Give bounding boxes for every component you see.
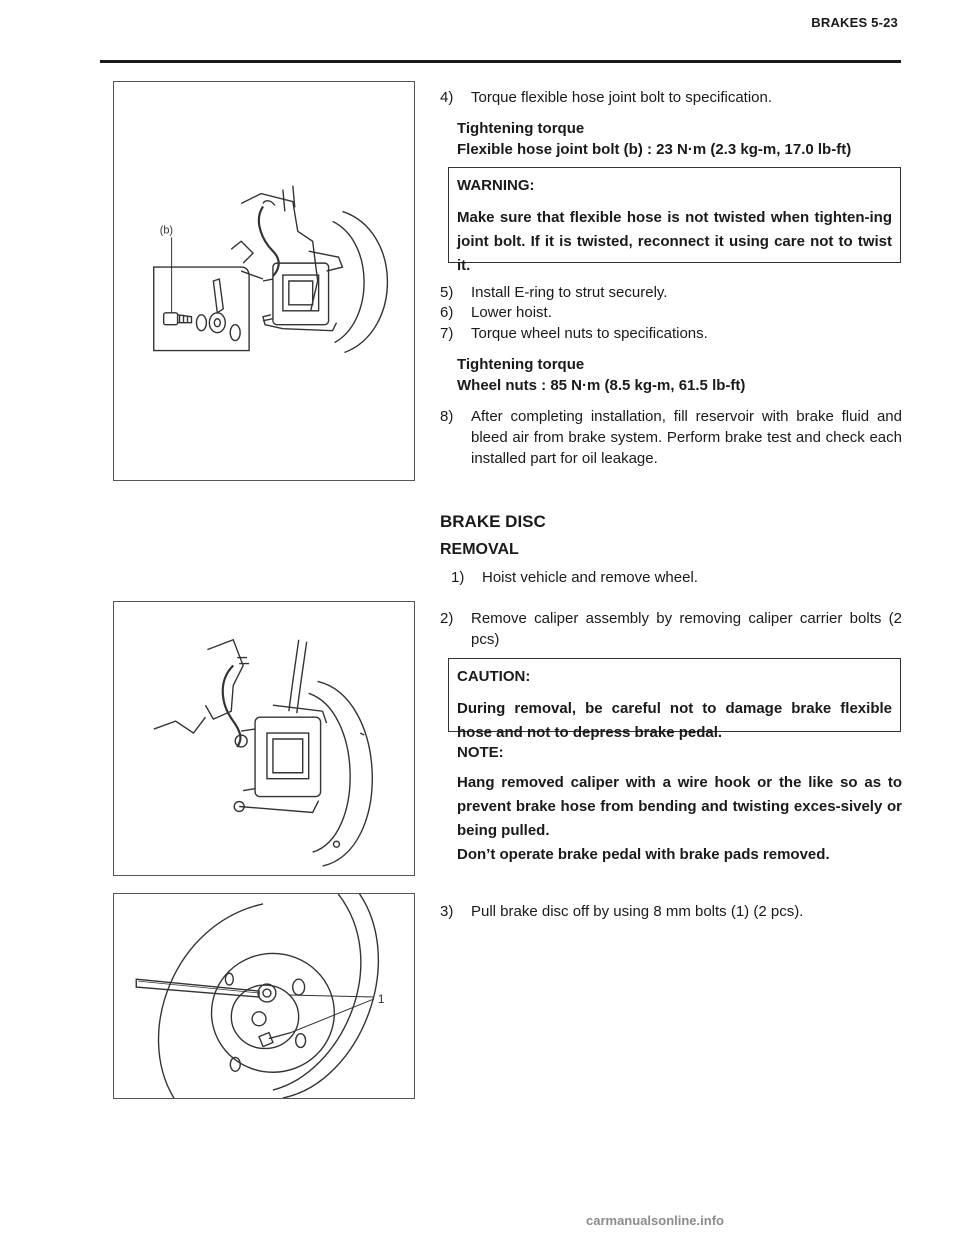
- caliper-hose-illustration: [114, 82, 414, 480]
- watermark-text: carmanualsonline.info: [586, 1213, 724, 1228]
- subsection-title-removal: REMOVAL: [440, 541, 519, 558]
- figure-caliper-removal: [113, 601, 415, 876]
- callout-1-label: 1: [377, 991, 385, 1006]
- header-rule: [100, 60, 901, 63]
- section-title-brake-disc: BRAKE DISC: [440, 512, 546, 531]
- install-step-4: 4) Torque flexible hose joint bolt to specification.: [440, 89, 773, 106]
- install-step-7: 7) Torque wheel nuts to specifications.: [440, 325, 708, 342]
- caution-text: During removal, be careful not to damage brake flexible hose and not to depress brake pedal.: [457, 700, 892, 741]
- warning-text: Make sure that flexible hose is not twisted when tighten-ing joint bolt. If it is twisted, reconnect it using care not to twist it.: [457, 209, 892, 274]
- removal-step-3: 3) Pull brake disc off by using 8 mm bolts (1) (2 pcs).: [440, 903, 804, 920]
- spec-value: Flexible hose joint bolt (b) : 23 N·m (2.3 kg-m, 17.0 lb-ft): [457, 141, 852, 158]
- warning-box: [448, 167, 901, 274]
- install-step-5: 5) Install E-ring to strut securely.: [440, 284, 668, 301]
- note-line-1: Hang removed caliper with a wire hook or the like so as to prevent brake hose from bending and twisting exces-sively or being pulled.: [457, 774, 902, 839]
- caution-title: CAUTION:: [457, 668, 531, 685]
- figure-flexible-hose-joint-bolt: [113, 81, 415, 481]
- spec-value: Wheel nuts : 85 N·m (8.5 kg-m, 61.5 lb-ft): [457, 377, 746, 394]
- figure-brake-disc-removal: [113, 893, 415, 1099]
- tightening-torque-spec-1: [457, 118, 902, 160]
- removal-step-1: 1) Hoist vehicle and remove wheel.: [451, 569, 698, 586]
- removal-step-2: 2) Remove caliper assembly by removing caliper carrier bolts (2 pcs): [440, 610, 902, 648]
- note-line-2: Don’t operate brake pedal with brake pads removed.: [457, 846, 830, 863]
- tightening-torque-spec-2: [457, 354, 902, 396]
- spec-label: Tightening torque: [457, 356, 585, 373]
- callout-b-label: (b): [159, 224, 174, 237]
- warning-title: WARNING:: [457, 177, 535, 194]
- brake-disc-illustration: [114, 894, 414, 1098]
- spec-label: Tightening torque: [457, 120, 585, 137]
- note-title: NOTE:: [457, 744, 504, 761]
- note-block: [457, 741, 902, 867]
- install-step-6: 6) Lower hoist.: [440, 304, 552, 321]
- caliper-removal-illustration: [114, 602, 414, 875]
- caution-box: [448, 658, 901, 741]
- install-step-8: 8) After completing installation, fill reservoir with brake fluid and bleed air from brake system. Perform brake test and check each installed part for oil leakage.: [440, 408, 902, 467]
- page-header-title: BRAKES 5-23: [811, 15, 898, 30]
